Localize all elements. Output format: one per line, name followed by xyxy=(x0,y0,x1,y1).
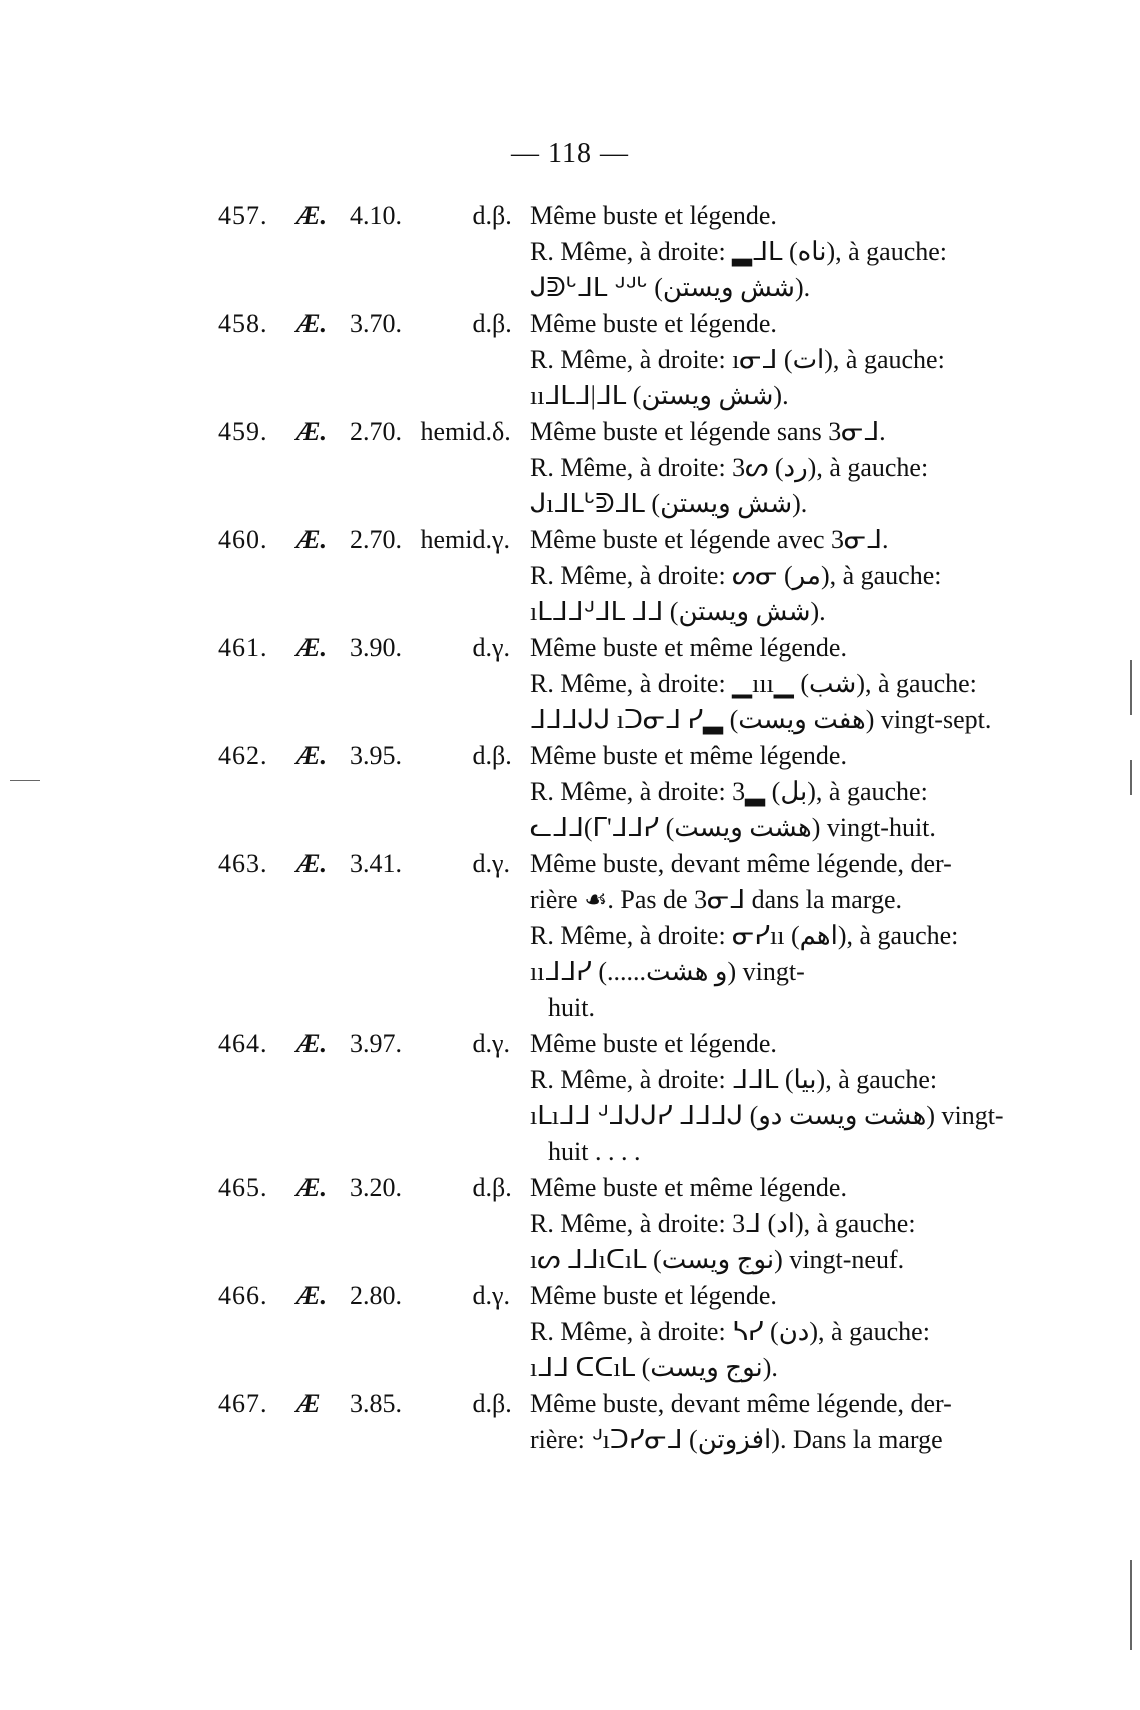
metal-symbol: Æ. xyxy=(296,201,328,230)
entry-line xyxy=(0,558,1140,594)
entry-line xyxy=(0,810,1140,846)
catalogue-entry xyxy=(0,1386,1140,1458)
entry-line xyxy=(0,1386,1140,1422)
catalogue-entry xyxy=(0,198,1140,306)
entry-line xyxy=(0,702,1140,738)
entry-line xyxy=(0,378,1140,414)
catalogue-entries xyxy=(0,198,1140,1458)
denomination: d. xyxy=(472,201,492,230)
entry-line xyxy=(0,954,1140,990)
entry-number: 465. xyxy=(218,1173,268,1202)
metal-symbol: Æ. xyxy=(296,417,328,446)
entry-line xyxy=(0,846,1140,882)
entry-number: 459. xyxy=(218,417,268,446)
denomination: d. xyxy=(472,309,492,338)
entry-description-continuation: R. Même, à droite: ᓴᓯ (دن), à gauche: xyxy=(530,1317,930,1346)
entry-description-continuation: rière ☙. Pas de 3ᓂᒧ dans la marge. xyxy=(530,885,902,914)
entry-line xyxy=(0,1062,1140,1098)
entry-description-continuation: ᓚᒧᒧ(ᒥ'ᒧᒧᓯ (هشت ويست) vingt-huit. xyxy=(530,813,936,842)
entry-number: 462. xyxy=(218,741,268,770)
catalogue-entry xyxy=(0,630,1140,738)
catalogue-entry xyxy=(0,522,1140,630)
entry-number: 467. xyxy=(218,1389,268,1418)
entry-description-continuation: ıᒪıᒧᒧ ᒢᒧᒍᒍᓯ ᒧᒧᒧᒍ (هشت ويست دو) vingt- xyxy=(530,1101,1004,1130)
entry-line xyxy=(0,1314,1140,1350)
entry-line xyxy=(0,270,1140,306)
entry-description: Même buste et légende. xyxy=(530,1281,777,1310)
entry-description-continuation: R. Même, à droite: ıᓂᒧ (ات), à gauche: xyxy=(530,345,945,374)
entry-line xyxy=(0,486,1140,522)
entry-line xyxy=(0,450,1140,486)
weight-value: 3.20. xyxy=(350,1173,402,1202)
entry-description-continuation: ıᒧᒧ ᑕᑕıᒪ (نوج ويست). xyxy=(530,1353,778,1382)
metal-symbol: Æ. xyxy=(296,1173,328,1202)
entry-line xyxy=(0,1206,1140,1242)
entry-description: Même buste et même légende. xyxy=(530,1173,847,1202)
weight-value: 3.97. xyxy=(350,1029,402,1058)
entry-description: Même buste et légende. xyxy=(530,309,777,338)
entry-description-continuation: ᒍıᒧᒪᒡᕲᒧᒪ (شش ويستن). xyxy=(530,489,808,518)
entry-line xyxy=(0,1242,1140,1278)
margin-mark xyxy=(1130,660,1132,715)
entry-line xyxy=(0,1170,1140,1206)
catalogue-entry xyxy=(0,738,1140,846)
catalogue-entry xyxy=(0,846,1140,1026)
entry-description: Même buste et légende avec 3ᓂᒧ. xyxy=(530,525,889,554)
denomination: d. xyxy=(472,1389,492,1418)
entry-line xyxy=(0,198,1140,234)
entry-line xyxy=(0,1134,1140,1170)
weight-value: 3.90. xyxy=(350,633,402,662)
entry-number: 458. xyxy=(218,309,268,338)
entry-description-continuation: ıᒪᒧᒧᒢᒧᒪ ᒧᒧ (شش ويستن). xyxy=(530,597,826,626)
denomination: d. xyxy=(472,849,492,878)
entry-description: Même buste et légende sans 3ᓂᒧ. xyxy=(530,417,886,446)
entry-line xyxy=(0,1098,1140,1134)
weight-value: 3.70. xyxy=(350,309,402,338)
type-letter: β. xyxy=(492,741,512,770)
entry-description-continuation: ııᒧᒪᒧ|ᒧᒪ (شش ويستن). xyxy=(530,381,789,410)
entry-line xyxy=(0,522,1140,558)
metal-symbol: Æ. xyxy=(296,741,328,770)
entry-description-continuation: R. Même, à droite: 3ᔕ (رد), à gauche: xyxy=(530,453,929,482)
margin-mark xyxy=(1130,760,1132,795)
entry-line xyxy=(0,1278,1140,1314)
type-letter: γ. xyxy=(492,525,510,554)
type-letter: δ. xyxy=(492,417,511,446)
entry-line xyxy=(0,594,1140,630)
entry-number: 463. xyxy=(218,849,268,878)
catalogue-entry xyxy=(0,1026,1140,1170)
entry-description-continuation: huit. xyxy=(548,993,595,1022)
entry-number: 464. xyxy=(218,1029,268,1058)
entry-line xyxy=(0,990,1140,1026)
entry-description-continuation: ᒧᒧᒧᒍᒍ ıᑐᓂᒧ ᓯ▂ (هفت ويست) vingt-sept. xyxy=(530,705,992,734)
entry-description: Même buste et légende. xyxy=(530,201,777,230)
entry-description-continuation: R. Même, à droite: ▁ııı▁ (شب), à gauche: xyxy=(530,669,977,698)
weight-value: 3.85. xyxy=(350,1389,402,1418)
weight-value: 2.70. xyxy=(350,417,402,446)
entry-number: 460. xyxy=(218,525,268,554)
entry-description: Même buste, devant même légende, der- xyxy=(530,849,952,878)
metal-symbol: Æ. xyxy=(296,1281,328,1310)
entry-line xyxy=(0,918,1140,954)
entry-description-continuation: R. Même, à droite: ᒧᒧᒪ (بيا), à gauche: xyxy=(530,1065,938,1094)
type-letter: γ. xyxy=(492,849,510,878)
weight-value: 2.70. xyxy=(350,525,402,554)
weight-value: 3.95. xyxy=(350,741,402,770)
entry-number: 457. xyxy=(218,201,268,230)
weight-value: 3.41. xyxy=(350,849,402,878)
entry-description-continuation: rière: ᒢıᑐᓯᓂᒧ (افزوتن). Dans la marge xyxy=(530,1425,943,1454)
entry-line xyxy=(0,234,1140,270)
entry-number: 466. xyxy=(218,1281,268,1310)
type-letter: γ. xyxy=(492,1029,510,1058)
catalogue-entry xyxy=(0,1170,1140,1278)
entry-line xyxy=(0,630,1140,666)
denomination: d. xyxy=(472,741,492,770)
entry-line xyxy=(0,414,1140,450)
page-number: — 118 — xyxy=(511,138,629,169)
denomination: d. xyxy=(472,1173,492,1202)
type-letter: γ. xyxy=(492,1281,510,1310)
denomination: d. xyxy=(472,1281,492,1310)
type-letter: β. xyxy=(492,309,512,338)
weight-value: 2.80. xyxy=(350,1281,402,1310)
metal-symbol: Æ. xyxy=(296,1029,328,1058)
entry-description: Même buste et même légende. xyxy=(530,741,847,770)
metal-symbol: Æ. xyxy=(296,849,328,878)
entry-line xyxy=(0,882,1140,918)
catalogue-entry xyxy=(0,414,1140,522)
entry-description: Même buste et légende. xyxy=(530,1029,777,1058)
type-letter: γ. xyxy=(492,633,510,662)
entry-line xyxy=(0,342,1140,378)
entry-line xyxy=(0,1350,1140,1386)
entry-description-continuation: R. Même, à droite: ᓂᓯıı (اهم), à gauche: xyxy=(530,921,959,950)
metal-symbol: Æ. xyxy=(296,633,328,662)
type-letter: β. xyxy=(492,201,512,230)
entry-description-continuation: ıᔕ ᒧᒧıᑕıᒪ (نوج ويست) vingt-neuf. xyxy=(530,1245,905,1274)
margin-mark xyxy=(10,780,40,781)
entry-line xyxy=(0,1026,1140,1062)
entry-line xyxy=(0,738,1140,774)
catalogue-entry xyxy=(0,306,1140,414)
metal-symbol: Æ. xyxy=(296,309,328,338)
entry-description: Même buste et même légende. xyxy=(530,633,847,662)
margin-mark xyxy=(1130,1560,1132,1650)
metal-symbol: Æ. xyxy=(296,525,328,554)
entry-line xyxy=(0,774,1140,810)
entry-description-continuation: R. Même, à droite: 3▂ (بل), à gauche: xyxy=(530,777,928,806)
weight-value: 4.10. xyxy=(350,201,402,230)
entry-description: Même buste, devant même légende, der- xyxy=(530,1389,952,1418)
entry-line xyxy=(0,306,1140,342)
entry-line xyxy=(0,1422,1140,1458)
entry-description-continuation: R. Même, à droite: ▂ᒧᒪ (ناه), à gauche: xyxy=(530,237,947,266)
metal-symbol: Æ xyxy=(296,1389,321,1418)
entry-description-continuation: ııᒧᒧᓯ (......و هشت) vingt- xyxy=(530,957,805,986)
denomination: hemid. xyxy=(420,417,492,446)
denomination: d. xyxy=(472,633,492,662)
entry-line xyxy=(0,666,1140,702)
entry-number: 461. xyxy=(218,633,268,662)
denomination: d. xyxy=(472,1029,492,1058)
catalogue-entry xyxy=(0,1278,1140,1386)
denomination: hemid. xyxy=(420,525,492,554)
entry-description-continuation: R. Même, à droite: 3ᒧ (اد), à gauche: xyxy=(530,1209,916,1238)
type-letter: β. xyxy=(492,1389,512,1418)
entry-description-continuation: R. Même, à droite: ᔕᓂ (مر), à gauche: xyxy=(530,561,942,590)
type-letter: β. xyxy=(492,1173,512,1202)
entry-description-continuation: huit . . . . xyxy=(548,1137,641,1166)
entry-description-continuation: ᒍᕲᒡᒧᒪ ᒢᒢᒡ (شش ويستن). xyxy=(530,273,811,302)
